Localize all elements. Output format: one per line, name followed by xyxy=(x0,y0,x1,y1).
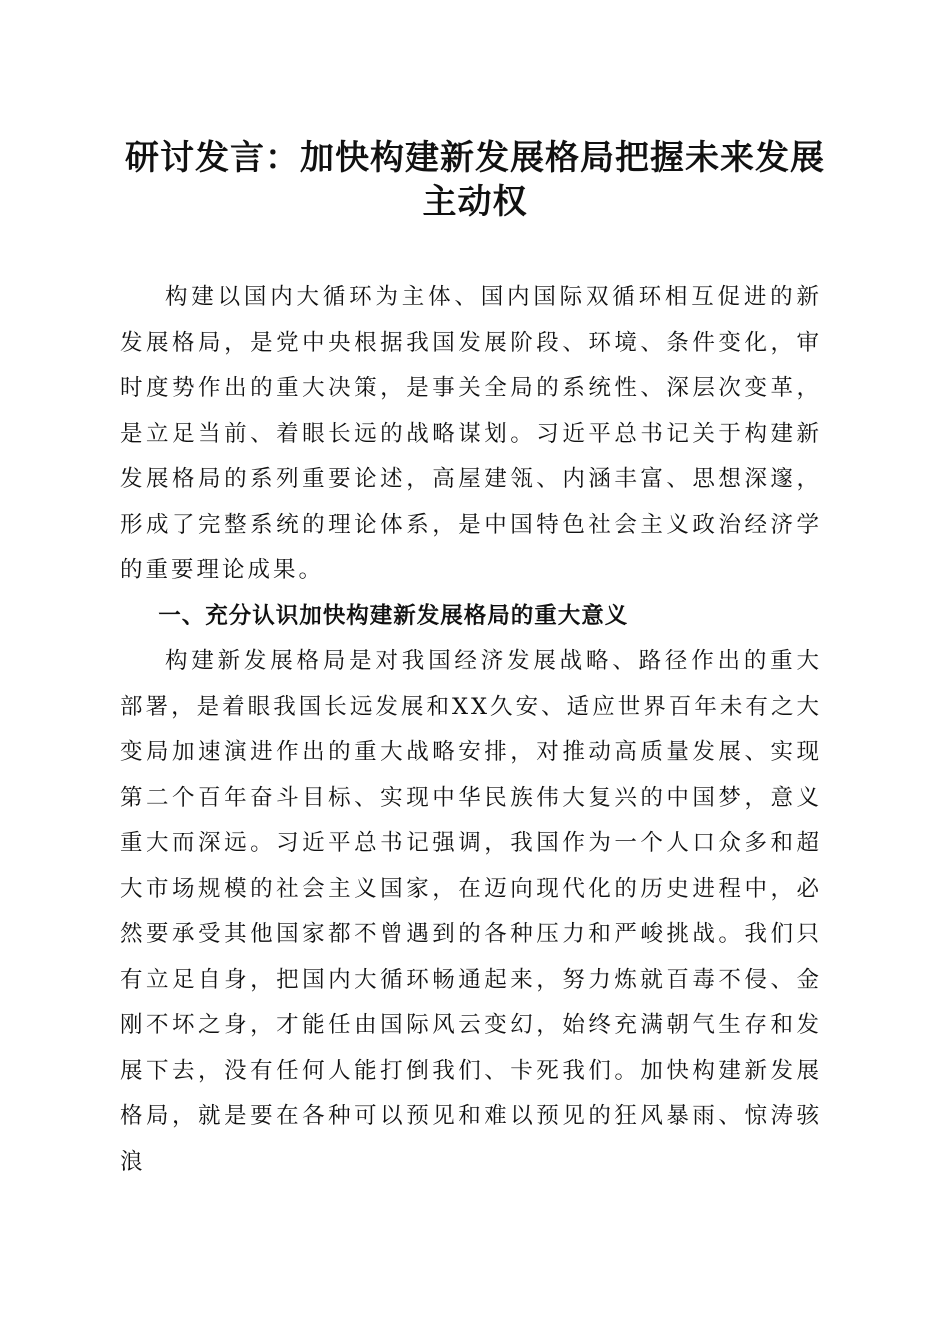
intro-paragraph: 构建以国内大循环为主体、国内国际双循环相互促进的新发展格局，是党中央根据我国发展阶段、环境、条件变化，审时度势作出的重大决策，是事关全局的系统性、深层次变革，是立足当前、着眼长远的战略谋划。习近平总书记关于构建新发展格局的系列重要论述，高屋建瓴、内涵丰富、思想深邃，形成了完整系统的理论体系，是中国特色社会主义政治经济学的重要理论成果。 xyxy=(120,284,822,583)
title-line-2: 主动权 xyxy=(422,182,528,222)
section-heading: 一、充分认识加快构建新发展格局的重大意义 xyxy=(158,602,629,629)
title-line-1: 研讨发言：加快构建新发展格局把握未来发展 xyxy=(125,138,825,178)
document-body xyxy=(120,275,822,1185)
document-title xyxy=(100,136,850,224)
section-paragraph: 构建新发展格局是对我国经济发展战略、路径作出的重大部署，是着眼我国长远发展和XX久安、适应世界百年未有之大变局加速演进作出的重大战略安排，对推动高质量发展、实现第二个百年奋斗目标、实现中华民族伟大复兴的中国梦，意义重大而深远。习近平总书记强调，我国作为一个人口众多和超大市场规模的社会主义国家，在迈向现代化的历史进程中，必然要承受其他国家都不曾遇到的各种压力和严峻挑战。我们只有立足自身，把国内大循环畅通起来，努力炼就百毒不侵、金刚不坏之身，才能任由国际风云变幻，始终充满朝气生存和发展下去，没有任何人能打倒我们、卡死我们。加快构建新发展格局，就是要在各种可以预见和难以预见的狂风暴雨、惊涛骇浪 xyxy=(120,648,822,1175)
